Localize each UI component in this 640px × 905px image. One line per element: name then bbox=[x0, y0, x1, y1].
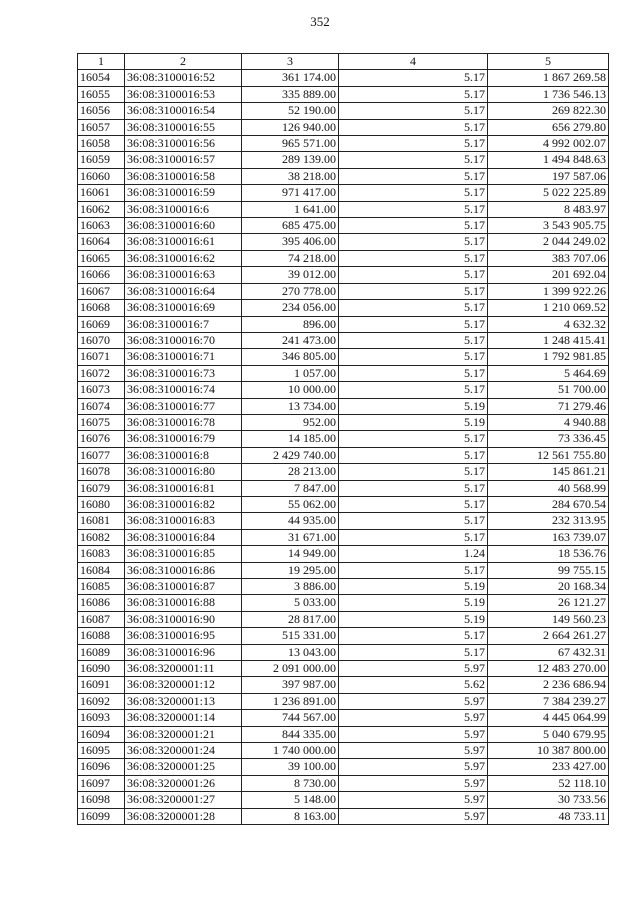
total-value-cell: 12 483 270.00 bbox=[488, 661, 609, 677]
table-row bbox=[78, 693, 609, 709]
total-value-cell: 4 992 002.07 bbox=[488, 136, 609, 152]
table-row bbox=[78, 431, 609, 447]
cadastral-number-cell: 36:08:3100016:74 bbox=[125, 382, 242, 398]
row-number-cell: 16078 bbox=[78, 464, 125, 480]
rate-value-cell: 5.17 bbox=[339, 480, 488, 496]
cadastral-number-cell: 36:08:3100016:55 bbox=[125, 119, 242, 135]
rate-value-cell: 5.17 bbox=[339, 185, 488, 201]
row-number-cell: 16089 bbox=[78, 644, 125, 660]
area-value-cell: 39 012.00 bbox=[242, 267, 339, 283]
cadastral-number-cell: 36:08:3200001:25 bbox=[125, 759, 242, 775]
column-header-5: 5 bbox=[488, 54, 609, 70]
rate-value-cell: 5.17 bbox=[339, 201, 488, 217]
area-value-cell: 241 473.00 bbox=[242, 332, 339, 348]
total-value-cell: 5 022 225.89 bbox=[488, 185, 609, 201]
column-header-1: 1 bbox=[78, 54, 125, 70]
area-value-cell: 13 043.00 bbox=[242, 644, 339, 660]
rate-value-cell: 5.97 bbox=[339, 808, 488, 824]
cadastral-number-cell: 36:08:3100016:81 bbox=[125, 480, 242, 496]
total-value-cell: 18 536.76 bbox=[488, 546, 609, 562]
area-value-cell: 19 295.00 bbox=[242, 562, 339, 578]
total-value-cell: 269 822.30 bbox=[488, 103, 609, 119]
area-value-cell: 126 940.00 bbox=[242, 119, 339, 135]
row-number-cell: 16098 bbox=[78, 792, 125, 808]
rate-value-cell: 5.97 bbox=[339, 710, 488, 726]
column-header-3: 3 bbox=[242, 54, 339, 70]
total-value-cell: 30 733.56 bbox=[488, 792, 609, 808]
table-row bbox=[78, 136, 609, 152]
total-value-cell: 656 279.80 bbox=[488, 119, 609, 135]
rate-value-cell: 5.17 bbox=[339, 103, 488, 119]
row-number-cell: 16061 bbox=[78, 185, 125, 201]
area-value-cell: 1 740 000.00 bbox=[242, 743, 339, 759]
cadastral-number-cell: 36:08:3100016:82 bbox=[125, 496, 242, 512]
area-value-cell: 8 163.00 bbox=[242, 808, 339, 824]
rate-value-cell: 5.17 bbox=[339, 431, 488, 447]
row-number-cell: 16070 bbox=[78, 332, 125, 348]
area-value-cell: 14 949.00 bbox=[242, 546, 339, 562]
cadastral-number-cell: 36:08:3100016:73 bbox=[125, 365, 242, 381]
table-row bbox=[78, 398, 609, 414]
table-row bbox=[78, 103, 609, 119]
total-value-cell: 4 445 064.99 bbox=[488, 710, 609, 726]
header-row bbox=[78, 54, 609, 70]
table-row bbox=[78, 661, 609, 677]
area-value-cell: 971 417.00 bbox=[242, 185, 339, 201]
rate-value-cell: 5.17 bbox=[339, 119, 488, 135]
total-value-cell: 1 494 848.63 bbox=[488, 152, 609, 168]
total-value-cell: 149 560.23 bbox=[488, 611, 609, 627]
table-row bbox=[78, 332, 609, 348]
row-number-cell: 16077 bbox=[78, 447, 125, 463]
cadastral-number-cell: 36:08:3100016:64 bbox=[125, 283, 242, 299]
row-number-cell: 16093 bbox=[78, 710, 125, 726]
table-row bbox=[78, 726, 609, 742]
area-value-cell: 965 571.00 bbox=[242, 136, 339, 152]
cadastral-number-cell: 36:08:3100016:59 bbox=[125, 185, 242, 201]
row-number-cell: 16072 bbox=[78, 365, 125, 381]
rate-value-cell: 5.19 bbox=[339, 414, 488, 430]
rate-value-cell: 5.97 bbox=[339, 792, 488, 808]
row-number-cell: 16074 bbox=[78, 398, 125, 414]
cadastral-number-cell: 36:08:3100016:86 bbox=[125, 562, 242, 578]
area-value-cell: 1 236 891.00 bbox=[242, 693, 339, 709]
rate-value-cell: 5.17 bbox=[339, 529, 488, 545]
row-number-cell: 16083 bbox=[78, 546, 125, 562]
area-value-cell: 28 213.00 bbox=[242, 464, 339, 480]
rate-value-cell: 5.17 bbox=[339, 234, 488, 250]
row-number-cell: 16071 bbox=[78, 349, 125, 365]
rate-value-cell: 5.19 bbox=[339, 579, 488, 595]
table-row bbox=[78, 267, 609, 283]
row-number-cell: 16075 bbox=[78, 414, 125, 430]
total-value-cell: 20 168.34 bbox=[488, 579, 609, 595]
table-row bbox=[78, 529, 609, 545]
row-number-cell: 16068 bbox=[78, 300, 125, 316]
rate-value-cell: 5.17 bbox=[339, 644, 488, 660]
row-number-cell: 16060 bbox=[78, 168, 125, 184]
row-number-cell: 16054 bbox=[78, 70, 125, 86]
table-row bbox=[78, 218, 609, 234]
cadastral-number-cell: 36:08:3200001:13 bbox=[125, 693, 242, 709]
area-value-cell: 346 805.00 bbox=[242, 349, 339, 365]
row-number-cell: 16090 bbox=[78, 661, 125, 677]
rate-value-cell: 5.17 bbox=[339, 136, 488, 152]
area-value-cell: 289 139.00 bbox=[242, 152, 339, 168]
rate-value-cell: 5.19 bbox=[339, 611, 488, 627]
total-value-cell: 5 040 679.95 bbox=[488, 726, 609, 742]
cadastral-number-cell: 36:08:3200001:21 bbox=[125, 726, 242, 742]
cadastral-number-cell: 36:08:3100016:95 bbox=[125, 628, 242, 644]
rate-value-cell: 5.17 bbox=[339, 86, 488, 102]
cadastral-number-cell: 36:08:3100016:84 bbox=[125, 529, 242, 545]
row-number-cell: 16081 bbox=[78, 513, 125, 529]
area-value-cell: 744 567.00 bbox=[242, 710, 339, 726]
row-number-cell: 16064 bbox=[78, 234, 125, 250]
rate-value-cell: 5.17 bbox=[339, 250, 488, 266]
cadastral-number-cell: 36:08:3200001:24 bbox=[125, 743, 242, 759]
row-number-cell: 16056 bbox=[78, 103, 125, 119]
row-number-cell: 16057 bbox=[78, 119, 125, 135]
table-row bbox=[78, 464, 609, 480]
cadastral-number-cell: 36:08:3100016:90 bbox=[125, 611, 242, 627]
cadastral-number-cell: 36:08:3200001:27 bbox=[125, 792, 242, 808]
area-value-cell: 234 056.00 bbox=[242, 300, 339, 316]
table-row bbox=[78, 611, 609, 627]
table-row bbox=[78, 447, 609, 463]
row-number-cell: 16094 bbox=[78, 726, 125, 742]
rate-value-cell: 5.17 bbox=[339, 365, 488, 381]
row-number-cell: 16080 bbox=[78, 496, 125, 512]
total-value-cell: 284 670.54 bbox=[488, 496, 609, 512]
cadastral-number-cell: 36:08:3100016:70 bbox=[125, 332, 242, 348]
table-row bbox=[78, 414, 609, 430]
area-value-cell: 55 062.00 bbox=[242, 496, 339, 512]
rate-value-cell: 5.17 bbox=[339, 496, 488, 512]
row-number-cell: 16055 bbox=[78, 86, 125, 102]
area-value-cell: 685 475.00 bbox=[242, 218, 339, 234]
table-row bbox=[78, 579, 609, 595]
area-value-cell: 44 935.00 bbox=[242, 513, 339, 529]
page-number: 352 bbox=[310, 14, 330, 29]
area-value-cell: 1 057.00 bbox=[242, 365, 339, 381]
area-value-cell: 844 335.00 bbox=[242, 726, 339, 742]
total-value-cell: 67 432.31 bbox=[488, 644, 609, 660]
row-number-cell: 16067 bbox=[78, 283, 125, 299]
rate-value-cell: 5.17 bbox=[339, 300, 488, 316]
cadastral-number-cell: 36:08:3100016:88 bbox=[125, 595, 242, 611]
table-row bbox=[78, 513, 609, 529]
cadastral-number-cell: 36:08:3100016:79 bbox=[125, 431, 242, 447]
cadastral-number-cell: 36:08:3100016:69 bbox=[125, 300, 242, 316]
table-row bbox=[78, 201, 609, 217]
rate-value-cell: 5.19 bbox=[339, 398, 488, 414]
cadastral-number-cell: 36:08:3100016:7 bbox=[125, 316, 242, 332]
cadastral-number-cell: 36:08:3100016:62 bbox=[125, 250, 242, 266]
cadastral-number-cell: 36:08:3100016:77 bbox=[125, 398, 242, 414]
table-row bbox=[78, 300, 609, 316]
total-value-cell: 71 279.46 bbox=[488, 398, 609, 414]
area-value-cell: 361 174.00 bbox=[242, 70, 339, 86]
total-value-cell: 2 664 261.27 bbox=[488, 628, 609, 644]
table-row bbox=[78, 644, 609, 660]
cadastral-number-cell: 36:08:3200001:28 bbox=[125, 808, 242, 824]
area-value-cell: 14 185.00 bbox=[242, 431, 339, 447]
rate-value-cell: 5.17 bbox=[339, 70, 488, 86]
area-value-cell: 2 091 000.00 bbox=[242, 661, 339, 677]
rate-value-cell: 5.97 bbox=[339, 693, 488, 709]
rate-value-cell: 5.97 bbox=[339, 775, 488, 791]
area-value-cell: 2 429 740.00 bbox=[242, 447, 339, 463]
rate-value-cell: 5.97 bbox=[339, 743, 488, 759]
area-value-cell: 28 817.00 bbox=[242, 611, 339, 627]
total-value-cell: 1 248 415.41 bbox=[488, 332, 609, 348]
total-value-cell: 197 587.06 bbox=[488, 168, 609, 184]
row-number-cell: 16092 bbox=[78, 693, 125, 709]
total-value-cell: 12 561 755.80 bbox=[488, 447, 609, 463]
table-row bbox=[78, 152, 609, 168]
table-row bbox=[78, 595, 609, 611]
area-value-cell: 3 886.00 bbox=[242, 579, 339, 595]
table-row bbox=[78, 316, 609, 332]
rate-value-cell: 5.17 bbox=[339, 152, 488, 168]
rate-value-cell: 5.17 bbox=[339, 628, 488, 644]
cadastral-number-cell: 36:08:3100016:60 bbox=[125, 218, 242, 234]
table-row bbox=[78, 677, 609, 693]
row-number-cell: 16088 bbox=[78, 628, 125, 644]
total-value-cell: 163 739.07 bbox=[488, 529, 609, 545]
total-value-cell: 51 700.00 bbox=[488, 382, 609, 398]
rate-value-cell: 5.17 bbox=[339, 562, 488, 578]
row-number-cell: 16063 bbox=[78, 218, 125, 234]
table-row bbox=[78, 365, 609, 381]
total-value-cell: 52 118.10 bbox=[488, 775, 609, 791]
rate-value-cell: 5.17 bbox=[339, 267, 488, 283]
area-value-cell: 335 889.00 bbox=[242, 86, 339, 102]
total-value-cell: 1 736 546.13 bbox=[488, 86, 609, 102]
row-number-cell: 16069 bbox=[78, 316, 125, 332]
area-value-cell: 38 218.00 bbox=[242, 168, 339, 184]
total-value-cell: 1 210 069.52 bbox=[488, 300, 609, 316]
total-value-cell: 5 464.69 bbox=[488, 365, 609, 381]
cadastral-number-cell: 36:08:3100016:6 bbox=[125, 201, 242, 217]
table-row bbox=[78, 759, 609, 775]
total-value-cell: 201 692.04 bbox=[488, 267, 609, 283]
cadastral-number-cell: 36:08:3100016:83 bbox=[125, 513, 242, 529]
cadastral-number-cell: 36:08:3100016:87 bbox=[125, 579, 242, 595]
table-row bbox=[78, 496, 609, 512]
table-row bbox=[78, 775, 609, 791]
total-value-cell: 10 387 800.00 bbox=[488, 743, 609, 759]
area-value-cell: 52 190.00 bbox=[242, 103, 339, 119]
cadastral-number-cell: 36:08:3100016:58 bbox=[125, 168, 242, 184]
table-row bbox=[78, 119, 609, 135]
table-row bbox=[78, 562, 609, 578]
table-row bbox=[78, 86, 609, 102]
row-number-cell: 16095 bbox=[78, 743, 125, 759]
rate-value-cell: 5.17 bbox=[339, 447, 488, 463]
total-value-cell: 1 867 269.58 bbox=[488, 70, 609, 86]
total-value-cell: 7 384 239.27 bbox=[488, 693, 609, 709]
row-number-cell: 16097 bbox=[78, 775, 125, 791]
cadastral-number-cell: 36:08:3100016:52 bbox=[125, 70, 242, 86]
cadastral-number-cell: 36:08:3100016:71 bbox=[125, 349, 242, 365]
rate-value-cell: 5.17 bbox=[339, 349, 488, 365]
rate-value-cell: 5.19 bbox=[339, 595, 488, 611]
area-value-cell: 515 331.00 bbox=[242, 628, 339, 644]
area-value-cell: 896.00 bbox=[242, 316, 339, 332]
row-number-cell: 16059 bbox=[78, 152, 125, 168]
rate-value-cell: 5.97 bbox=[339, 661, 488, 677]
total-value-cell: 232 313.95 bbox=[488, 513, 609, 529]
rate-value-cell: 5.97 bbox=[339, 726, 488, 742]
table-row bbox=[78, 710, 609, 726]
area-value-cell: 397 987.00 bbox=[242, 677, 339, 693]
area-value-cell: 31 671.00 bbox=[242, 529, 339, 545]
rate-value-cell: 5.17 bbox=[339, 168, 488, 184]
area-value-cell: 395 406.00 bbox=[242, 234, 339, 250]
total-value-cell: 26 121.27 bbox=[488, 595, 609, 611]
table-row bbox=[78, 546, 609, 562]
area-value-cell: 13 734.00 bbox=[242, 398, 339, 414]
rate-value-cell: 5.62 bbox=[339, 677, 488, 693]
rate-value-cell: 5.17 bbox=[339, 283, 488, 299]
cadastral-number-cell: 36:08:3100016:63 bbox=[125, 267, 242, 283]
cadastral-table bbox=[77, 53, 609, 825]
cadastral-number-cell: 36:08:3100016:53 bbox=[125, 86, 242, 102]
table-row bbox=[78, 185, 609, 201]
table-row bbox=[78, 283, 609, 299]
area-value-cell: 7 847.00 bbox=[242, 480, 339, 496]
table-row bbox=[78, 250, 609, 266]
table-row bbox=[78, 382, 609, 398]
cadastral-number-cell: 36:08:3100016:8 bbox=[125, 447, 242, 463]
cadastral-number-cell: 36:08:3100016:57 bbox=[125, 152, 242, 168]
cadastral-number-cell: 36:08:3200001:14 bbox=[125, 710, 242, 726]
area-value-cell: 5 033.00 bbox=[242, 595, 339, 611]
total-value-cell: 73 336.45 bbox=[488, 431, 609, 447]
total-value-cell: 2 044 249.02 bbox=[488, 234, 609, 250]
area-value-cell: 10 000.00 bbox=[242, 382, 339, 398]
rate-value-cell: 5.17 bbox=[339, 332, 488, 348]
total-value-cell: 40 568.99 bbox=[488, 480, 609, 496]
row-number-cell: 16082 bbox=[78, 529, 125, 545]
area-value-cell: 952.00 bbox=[242, 414, 339, 430]
area-value-cell: 5 148.00 bbox=[242, 792, 339, 808]
total-value-cell: 4 632.32 bbox=[488, 316, 609, 332]
row-number-cell: 16073 bbox=[78, 382, 125, 398]
cadastral-number-cell: 36:08:3100016:56 bbox=[125, 136, 242, 152]
area-value-cell: 1 641.00 bbox=[242, 201, 339, 217]
table-row bbox=[78, 70, 609, 86]
table-body bbox=[78, 70, 609, 825]
table-row bbox=[78, 792, 609, 808]
total-value-cell: 4 940.88 bbox=[488, 414, 609, 430]
row-number-cell: 16091 bbox=[78, 677, 125, 693]
row-number-cell: 16085 bbox=[78, 579, 125, 595]
row-number-cell: 16058 bbox=[78, 136, 125, 152]
row-number-cell: 16099 bbox=[78, 808, 125, 824]
total-value-cell: 1 792 981.85 bbox=[488, 349, 609, 365]
rate-value-cell: 5.17 bbox=[339, 513, 488, 529]
cadastral-number-cell: 36:08:3200001:11 bbox=[125, 661, 242, 677]
total-value-cell: 3 543 905.75 bbox=[488, 218, 609, 234]
row-number-cell: 16096 bbox=[78, 759, 125, 775]
rate-value-cell: 5.17 bbox=[339, 316, 488, 332]
table-row bbox=[78, 743, 609, 759]
rate-value-cell: 5.17 bbox=[339, 382, 488, 398]
rate-value-cell: 5.17 bbox=[339, 218, 488, 234]
cadastral-number-cell: 36:08:3100016:54 bbox=[125, 103, 242, 119]
total-value-cell: 99 755.15 bbox=[488, 562, 609, 578]
column-header-4: 4 bbox=[339, 54, 488, 70]
total-value-cell: 48 733.11 bbox=[488, 808, 609, 824]
total-value-cell: 8 483.97 bbox=[488, 201, 609, 217]
cadastral-number-cell: 36:08:3100016:96 bbox=[125, 644, 242, 660]
area-value-cell: 39 100.00 bbox=[242, 759, 339, 775]
total-value-cell: 2 236 686.94 bbox=[488, 677, 609, 693]
table-row bbox=[78, 349, 609, 365]
rate-value-cell: 1.24 bbox=[339, 546, 488, 562]
table-row bbox=[78, 480, 609, 496]
cadastral-number-cell: 36:08:3100016:85 bbox=[125, 546, 242, 562]
table-row bbox=[78, 808, 609, 824]
total-value-cell: 233 427.00 bbox=[488, 759, 609, 775]
table-row bbox=[78, 234, 609, 250]
total-value-cell: 145 861.21 bbox=[488, 464, 609, 480]
rate-value-cell: 5.97 bbox=[339, 759, 488, 775]
rate-value-cell: 5.17 bbox=[339, 464, 488, 480]
cadastral-number-cell: 36:08:3100016:80 bbox=[125, 464, 242, 480]
row-number-cell: 16076 bbox=[78, 431, 125, 447]
cadastral-number-cell: 36:08:3100016:61 bbox=[125, 234, 242, 250]
row-number-cell: 16066 bbox=[78, 267, 125, 283]
row-number-cell: 16065 bbox=[78, 250, 125, 266]
row-number-cell: 16086 bbox=[78, 595, 125, 611]
cadastral-number-cell: 36:08:3200001:12 bbox=[125, 677, 242, 693]
table-row bbox=[78, 168, 609, 184]
row-number-cell: 16062 bbox=[78, 201, 125, 217]
area-value-cell: 270 778.00 bbox=[242, 283, 339, 299]
area-value-cell: 8 730.00 bbox=[242, 775, 339, 791]
row-number-cell: 16087 bbox=[78, 611, 125, 627]
cadastral-number-cell: 36:08:3200001:26 bbox=[125, 775, 242, 791]
total-value-cell: 383 707.06 bbox=[488, 250, 609, 266]
column-header-2: 2 bbox=[125, 54, 242, 70]
row-number-cell: 16084 bbox=[78, 562, 125, 578]
table-row bbox=[78, 628, 609, 644]
area-value-cell: 74 218.00 bbox=[242, 250, 339, 266]
total-value-cell: 1 399 922.26 bbox=[488, 283, 609, 299]
cadastral-number-cell: 36:08:3100016:78 bbox=[125, 414, 242, 430]
row-number-cell: 16079 bbox=[78, 480, 125, 496]
